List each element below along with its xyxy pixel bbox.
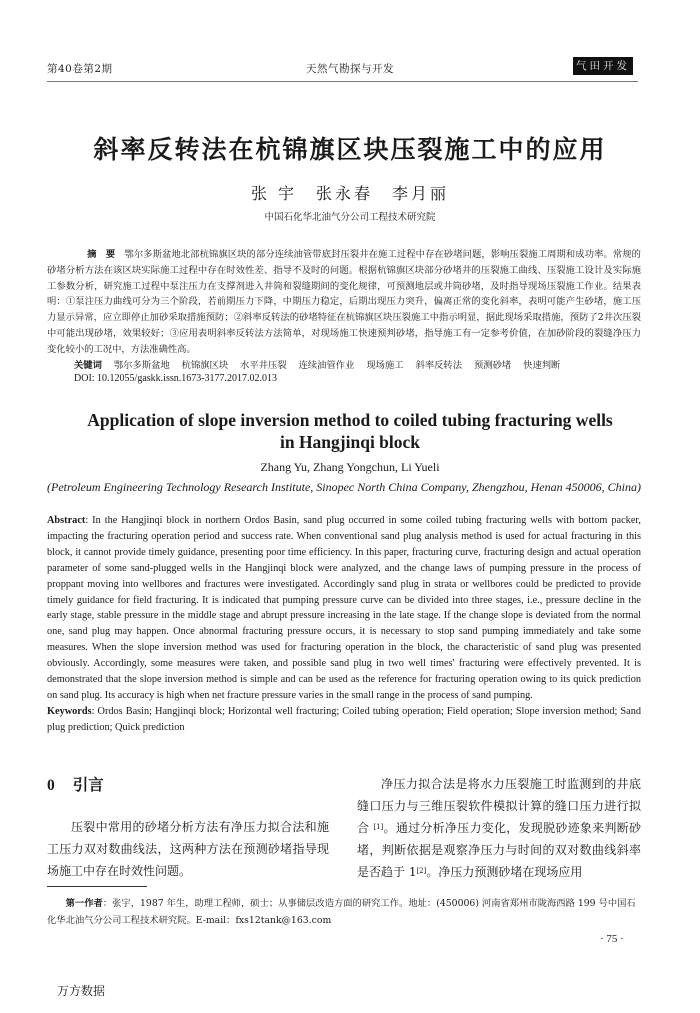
section-number: 0 bbox=[47, 777, 55, 794]
abstract-english bbox=[47, 513, 641, 736]
title-english-line: Application of slope inversion method to coiled tubing fracturing wells bbox=[87, 410, 613, 430]
body-text: 。净压力预测砂堵在现场应用 bbox=[426, 865, 583, 879]
footnote-rule bbox=[47, 886, 147, 887]
footnote bbox=[47, 895, 643, 929]
keyword-chinese: 连续油管作业 bbox=[298, 360, 355, 371]
keyword-chinese: 现场施工 bbox=[366, 360, 404, 371]
authors-english: Zhang Yu, Zhang Yongchun, Li Yueli bbox=[260, 460, 440, 474]
body-paragraph: 压裂中常用的砂堵分析方法有净压力拟合法和施工压力双对数曲线法，这两种方法在预测砂堵指导现场施工中存在时效性问题。 bbox=[47, 820, 329, 878]
keywords-chinese-label: 关键词 bbox=[74, 360, 102, 371]
keyword-chinese: 斜率反转法 bbox=[415, 360, 463, 371]
body-text: 净压力拟合法是将水力压裂施工时监测到的井底缝口压力与三维压裂软件模拟计算的缝口压力进行拟合 bbox=[357, 777, 641, 835]
abstract-english-text: : In the Hangjinqi block in northern Ordos Basin, sand plug occurred in some coiled tubing fracturing wells with bottom packer, impacting the fracturing operation period and success rate. When conventional sand plug analysis method is used for actual fracturing in this block, it cannot provide timely guidance, presenting poor time efficiency. In this paper, fracturing curve, fracturing design and actual operation parameter of some sand-plugged wells in the Hangjinqi block were analyzed, and the change laws of pumping pressure in the process of proppant moving into wellbores and fractures were investigated. Accordingly sand plug in strata or wellbores could be predicted to provide timely guidance for field fracturing. It is indicated that pumping pressure curve can be divided into three stages, i.e., pressure decline in the early stage, stable pressure in the middle stage and abrupt pressure increasing in the late stage. If the change slope is deviated from the normal one, sand plug may happen. Once abnormal fracturing pressure occurs, it is necessary to stop sand pumping immediately and take some measures. When the slope inversion method was used for fracturing operation in the block, the characteristic of sand plug was presented obviously. Accordingly, some measures were taken, and possible sand plug in two well times' fracturing were effectively prevented. It is demonstrated that the slope inversion method is simple and can be used as the reference for fracturing operation owing to its quick prediction on sand plug. Its accuracy is high when net fracture pressure varies in the small range in the process of sand pumping. bbox=[47, 515, 641, 701]
footnote-text: ：张宇，1987 年生，助理工程师，硕士；从事储层改造方面的研究工作。地址：(450006) 河南省郑州市陇海西路 199 号中国石化华北油气分公司工程技术研究院。E-mail：fxs12tank@163.com bbox=[47, 898, 636, 926]
section-heading bbox=[47, 773, 104, 795]
body-column-left bbox=[47, 816, 329, 882]
keywords-english-label: Keywords bbox=[47, 705, 92, 717]
affiliation-english: (Petroleum Engineering Technology Research Institute, Sinopec North China Company, Zhengzhou, Henan 450006, China) bbox=[47, 480, 641, 494]
keyword-chinese: 鄂尔多斯盆地 bbox=[113, 360, 170, 371]
body-text: 。通过分析净压力变化，发现脱砂迹象来判断砂堵，判断依据是观察净压力与时间的双对数曲线斜率是否趋于 1 bbox=[357, 821, 641, 879]
affiliation-chinese: 中国石化华北油气分公司工程技术研究院 bbox=[264, 212, 436, 223]
title-chinese: 斜率反转法在杭锦旗区块压裂施工中的应用 bbox=[93, 135, 607, 164]
title-english bbox=[0, 409, 700, 453]
header-volume-issue: 第40卷第2期 bbox=[47, 63, 113, 75]
keyword-chinese: 杭锦旗区块 bbox=[181, 360, 229, 371]
authors-chinese: 张 宇 张永春 李月丽 bbox=[250, 184, 450, 203]
citation-ref[interactable]: [2] bbox=[416, 867, 427, 875]
footnote-label: 第一作者 bbox=[65, 898, 103, 909]
keyword-chinese: 水平井压裂 bbox=[240, 360, 287, 371]
header-column-badge: 气田开发 bbox=[573, 57, 633, 75]
abstract-chinese-label: 摘 要 bbox=[87, 249, 116, 260]
header-journal-name: 天然气勘探与开发 bbox=[306, 63, 394, 75]
title-english-line: in Hangjinqi block bbox=[279, 432, 421, 452]
body-column-right bbox=[357, 773, 641, 883]
abstract-chinese bbox=[47, 247, 641, 358]
doi: DOI: 10.12055/gaskk.issn.1673-3177.2017.02.013 bbox=[74, 373, 278, 384]
citation-ref[interactable]: [1] bbox=[373, 823, 384, 831]
abstract-english-label: Abstract bbox=[47, 515, 86, 526]
header-rule bbox=[47, 81, 638, 82]
keywords-english-text: : Ordos Basin; Hangjinqi block; Horizontal well fracturing; Coiled tubing operation; Field operation; Slope inversion method; Sand plug prediction; Quick prediction bbox=[47, 705, 641, 733]
body-paragraph bbox=[357, 773, 641, 883]
keyword-chinese: 快速判断 bbox=[523, 360, 561, 371]
watermark: 万方数据 bbox=[57, 984, 106, 998]
abstract-chinese-text: 鄂尔多斯盆地北部杭锦旗区块的部分连续油管带底封压裂井在施工过程中存在砂堵问题，影响压裂施工周期和成功率。常规的砂堵分析方法在该区块实际施工过程中存在时效性差、指导不及时的问题。根据杭锦旗区块部分砂堵井的压裂施工曲线、压裂施工设计及实际施工参数分析，研究施工过程中泵注压力在支撑剂进入井筒和裂缝期间的变化规律，可预测地层或井筒砂堵，及时指导现场压裂施工作业。结果表明：①泵注压力曲线可分为三个阶段，若前期压力下降，中期压力稳定，后期出现压力突升，偏离正常的变化斜率，表明可能产生砂堵，施工压力显示异常，应立即停止加砂采取措施预防；②斜率反转法的砂堵特征在杭锦旗区块压裂施工中指示明显，据此现场采取措施，预防了2井次压裂中可能出现砂堵，效果较好；③应用表明斜率反转法方法简单，对现场施工快速预判砂堵，指导施工有一定参考价值，在加砂阶段的裂缝净压力变化较小的工况中，方法准确性高。 bbox=[47, 249, 641, 355]
keywords-chinese bbox=[74, 357, 569, 371]
keyword-chinese: 预测砂堵 bbox=[473, 360, 512, 371]
section-title: 引言 bbox=[72, 775, 104, 794]
page-number: · 75 · bbox=[600, 933, 624, 945]
